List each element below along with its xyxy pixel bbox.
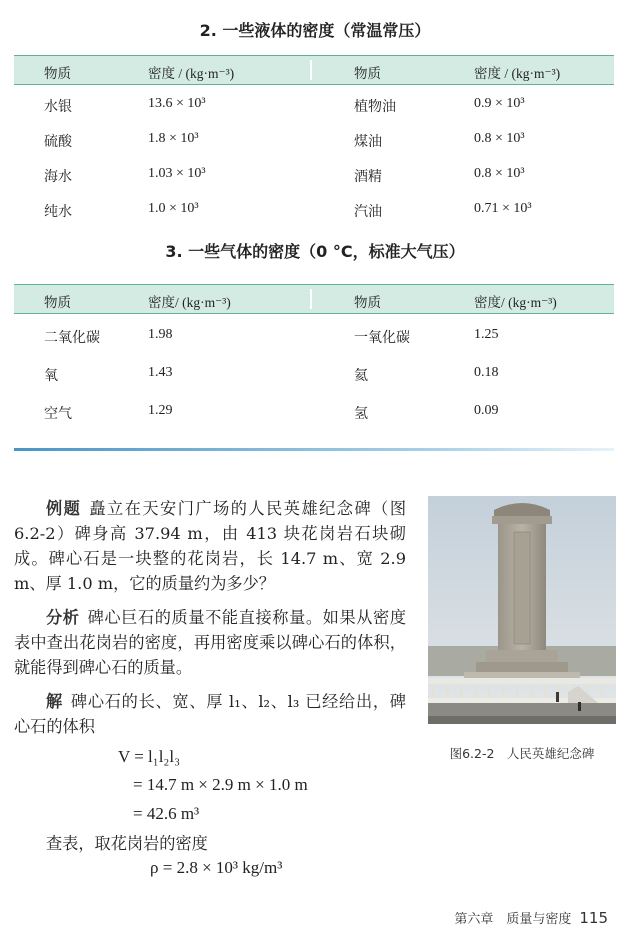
table-row <box>14 155 614 190</box>
density-cell: 0.09 <box>474 403 499 418</box>
analysis-paragraph <box>14 605 406 680</box>
page-number: 115 <box>579 909 608 927</box>
header-cell: 物质 <box>44 295 71 311</box>
monument-illustration <box>428 496 616 724</box>
table-row <box>14 190 614 225</box>
table-liquid-densities <box>14 55 614 225</box>
header-cell: 物质 <box>354 295 381 311</box>
table-gases-title: 3. 一些气体的密度（0 °C，标准大气压） <box>165 242 465 261</box>
solution-paragraph <box>14 689 406 739</box>
header-cell: 密度/ (kg·m⁻³) <box>148 295 231 310</box>
example-paragraph <box>14 496 406 596</box>
substance-cell: 硫酸 <box>44 134 72 150</box>
table-liquids-title: 2. 一些液体的密度（常温常压） <box>199 21 431 40</box>
density-cell: 0.18 <box>474 365 499 380</box>
header-cell: 密度 / (kg·m⁻³) <box>148 66 235 81</box>
figure-caption: 图6.2-2 人民英雄纪念碑 <box>449 746 595 761</box>
analysis-text: 碑心巨石的质量不能直接称量。如果从密度表中查出花岗岩的密度，再用密度乘以碑心石的体积，就能得到碑心石的质量。 <box>14 608 407 677</box>
header-cell: 物质 <box>44 66 71 82</box>
table-row <box>14 390 614 428</box>
substance-cell: 氦 <box>354 368 368 384</box>
header-cell: 物质 <box>354 66 381 82</box>
table-row <box>14 85 614 120</box>
header-cell: 密度 / (kg·m⁻³) <box>474 66 561 81</box>
density-equation: ρ = 2.8 × 10³ kg/m³ <box>150 858 283 877</box>
monument-photo <box>428 496 616 724</box>
substance-cell: 海水 <box>44 169 72 185</box>
solution-text: 碑心石的长、宽、厚 l₁、l₂、l₃ 已经给出，碑心石的体积 <box>14 692 406 736</box>
density-cell: 1.0 × 10³ <box>148 201 199 216</box>
column-divider <box>310 289 312 309</box>
density-cell: 1.03 × 10³ <box>148 166 206 181</box>
density-cell: 0.8 × 10³ <box>474 131 525 146</box>
substance-cell: 煤油 <box>354 134 382 150</box>
density-cell: 1.25 <box>474 327 499 342</box>
chapter-label: 第六章 质量与密度 <box>454 912 572 927</box>
density-cell: 13.6 × 10³ <box>148 96 206 111</box>
page-footer <box>454 908 608 927</box>
lookup-text: 查表，取花岗岩的密度 <box>46 834 208 853</box>
density-cell: 1.8 × 10³ <box>148 131 199 146</box>
substance-cell: 纯水 <box>44 204 72 220</box>
table-gas-densities <box>14 284 614 428</box>
volume-equation: V = l₁l₂l₃ <box>118 747 181 766</box>
density-cell: 1.29 <box>148 403 173 418</box>
column-divider <box>310 60 312 80</box>
substance-cell: 植物油 <box>354 99 396 115</box>
substance-cell: 氢 <box>354 406 368 422</box>
substance-cell: 水银 <box>44 99 72 115</box>
density-cell: 0.8 × 10³ <box>474 166 525 181</box>
substance-cell: 氧 <box>44 368 58 384</box>
density-cell: 0.71 × 10³ <box>474 201 532 216</box>
density-cell: 1.43 <box>148 365 173 380</box>
header-cell: 密度/ (kg·m⁻³) <box>474 295 557 310</box>
substance-cell: 空气 <box>44 406 72 422</box>
solution-label: 解 <box>46 692 63 711</box>
substance-cell: 酒精 <box>354 169 382 185</box>
density-cell: 1.98 <box>148 327 173 342</box>
section-separator <box>14 448 614 451</box>
volume-result: = 42.6 m³ <box>133 804 200 823</box>
example-label: 例题 <box>46 499 82 518</box>
volume-substitution: = 14.7 m × 2.9 m × 1.0 m <box>133 775 308 794</box>
substance-cell: 一氧化碳 <box>354 330 410 346</box>
table-row <box>14 120 614 155</box>
table-row <box>14 352 614 390</box>
example-text: 矗立在天安门广场的人民英雄纪念碑（图 6.2-2）碑身高 37.94 m，由 413 块花岗岩石块砌成。碑心石是一块整的花岗岩，长 14.7 m、宽 2.9 m、厚 1.0 m，它的质量约为多少？ <box>14 499 407 593</box>
density-cell: 0.9 × 10³ <box>474 96 525 111</box>
substance-cell: 汽油 <box>354 204 382 220</box>
table-header-row <box>14 284 614 314</box>
table-header-row <box>14 55 614 85</box>
substance-cell: 二氧化碳 <box>44 330 100 346</box>
analysis-label: 分析 <box>46 608 80 627</box>
table-row <box>14 314 614 352</box>
